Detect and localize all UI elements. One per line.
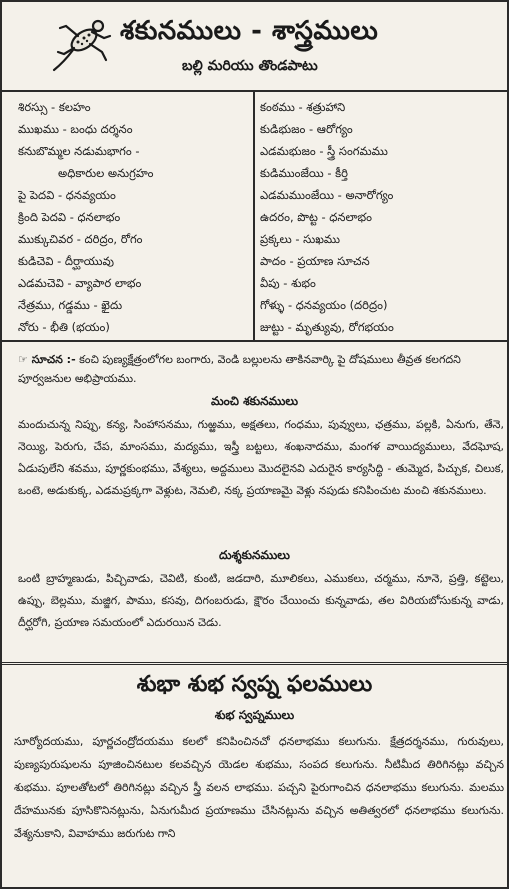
page-subtitle: బల్లి మరియు తొండపాటు [182, 58, 318, 74]
good-omens-heading: మంచి శకునములు [210, 394, 299, 408]
right-row: పాదం - ప్రయాణ సూచన [260, 254, 370, 268]
page-title: శకునములు - శాస్త్రములు [120, 16, 379, 46]
lizard-icon [46, 10, 116, 80]
left-row: ముఖము - బంధు దర్శనం [18, 122, 133, 136]
right-row: ఉదరం, పొట్ట - ధనలాభం [260, 210, 372, 224]
omens-section [2, 342, 507, 665]
right-row: కుడిభుజం - ఆరోగ్యం [260, 122, 353, 136]
left-row: అధికారుల అనుగ్రహం [58, 166, 154, 180]
header [2, 2, 507, 92]
left-row: కుడిచెవి - దీర్ఘాయువు [18, 254, 115, 268]
right-row: వీపు - శుభం [260, 276, 316, 290]
note-text: కంచి పుణ్యక్షేత్రంలోగల బంగారు, వెండి బల్లులను తాకినవార్కి పై దోషములు తీవ్రత కలగదని పూర్వజనుల అభిప్రాయము. [18, 353, 461, 385]
right-row: కంఠము - శత్రుహాని [260, 100, 346, 114]
right-row: ప్రక్కలు - సుఖము [260, 232, 341, 246]
lizard-fall-table [2, 90, 507, 342]
good-omens-text: మందుచున్న నిప్పు, కన్య, సింహాసనము, గుఱ్ఱము, అక్షతలు, గంధము, పువ్వులు, ఛత్రము, పల్లకి, ఏనుగు, తేనె, నెయ్యి, పెరుగు, చేప, మాంసము, మద్యము, ఇస్త్రీ బట్టలు, శంఖనాదము, మంగళ వాయిద్యములు, వేదఘోష, ఏడుపులేని శవము, పూర్ణకుంభము, వేశ్యలు, అద్దములు మొదలైనవి ఎదురైన కార్యసిద్ధి - తుమ్మెద, పిచ్చుక, చిలుక, ఒంటె, అడుకుక్క, ఎడమప్రక్కగా వెళ్లుట, నెమలి, నక్క ప్రయాణమై వెళ్లు నపుడు కనిపించుట మంచి శకునములు. [18, 418, 504, 497]
dreams-title: శుభా శుభ స్వప్న ఫలములు [136, 672, 373, 697]
right-row: జుట్టు - మృత్యువు, రోగభయం [260, 320, 394, 334]
left-row: ముక్కుచివర - దరిద్రం, రోగం [18, 232, 143, 246]
note-paragraph [18, 350, 504, 388]
left-column [18, 96, 258, 338]
note-lead: ☞ సూచన :- [18, 353, 76, 366]
bad-omens-text: ఒంటి బ్రాహ్మణుడు, పిచ్చివాడు, చెవిటి, కుంటి, జడదారి, మూలికలు, ఎముకలు, చర్మము, నూనె, ప్రత్తి, కట్టెలు, ఉప్పు, బెల్లము, మజ్జిగ, పాము, కసవు, దిగంబరుడు, క్షౌరం చేయించు కున్నవాడు, తల విరియబోసుకున్న వాడు, దీర్ఘరోగి, ప్రయాణ సమయంలో ఎదురయిన చెడు. [18, 572, 504, 629]
dreams-subtitle: శుభ స్వప్నములు [214, 708, 295, 722]
dreams-text: సూర్యోదయము, పూర్ణచంద్రోదయము కలలో కనిపించినచో ధనలాభము కలుగును. క్షేత్రదర్శనము, గురువులు, పుణ్యపురుషులను పూజించినటుల కలవచ్చిన యెడల శుభము, సంపద కలుగును. నీటిమీద తిరిగినట్లు వచ్చిన శుభము. పూలతోటలో తిరిగినట్లు వచ్చిన స్త్రీ వలన లాభము. పచ్చని పైరుగాంచిన ధనలాభము కలుగును. మలము దేహమునకు పూసికొనినట్లును, ఏనుగుమీద ప్రయాణము చేసినట్లును వచ్చిన అతిత్వరలో ధనలాభము కలుగును. వేశ్యనుకాని, వివాహము జరుగుట గాని [14, 735, 504, 840]
left-row: శిరస్సు - కలహం [18, 100, 91, 114]
dreams-section [2, 664, 507, 887]
right-row: కుడిముంజేయి - కీర్తి [260, 166, 348, 180]
left-row: కనుబొమ్మల నడుమభాగం - [18, 144, 140, 158]
column-divider [253, 90, 255, 340]
bad-omens-heading: దుశ్శకునములు [219, 548, 290, 562]
left-row: నేత్రము, గడ్డము - ఖైదు [18, 298, 123, 312]
right-row: గోళ్ళు - ధనవ్యయం (దరిద్రం) [260, 298, 388, 312]
left-row: నోరు - భీతి (భయం) [18, 320, 110, 334]
left-row: పై పెదవి - ధనవ్యయం [18, 188, 116, 202]
right-row: ఎడమభుజం - స్త్రీ సంగమము [260, 144, 388, 158]
left-row: ఎడమచెవి - వ్యాపార లాభం [18, 276, 142, 290]
right-row: ఎడమముంజేయి - అనారోగ్యం [260, 188, 394, 202]
left-row: క్రింది పెదవి - ధనలాభం [18, 210, 121, 224]
right-column [260, 96, 500, 338]
